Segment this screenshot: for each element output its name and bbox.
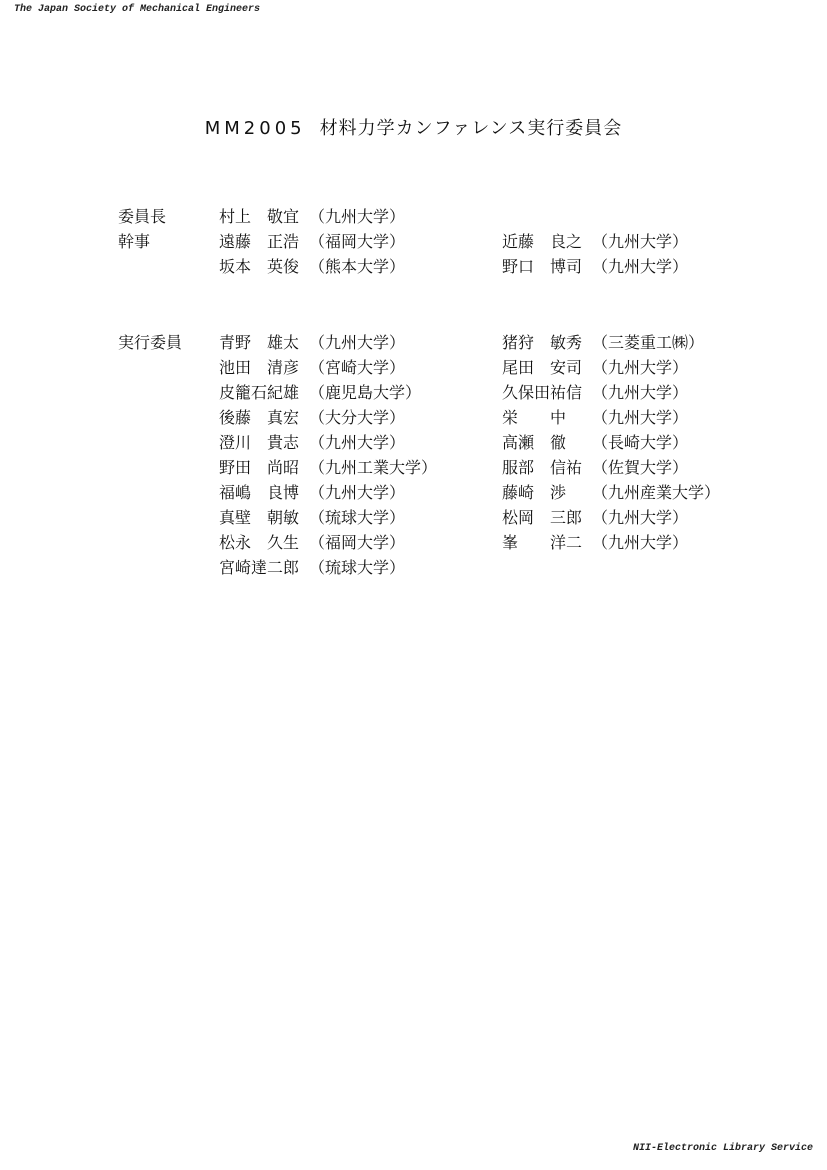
member-secretary <box>219 254 405 277</box>
title-event: MM2005 <box>204 118 306 139</box>
member-secretary <box>502 254 688 277</box>
member-affiliation: （九州工業大学） <box>309 458 438 477</box>
member-committee <box>219 555 405 578</box>
member-committee <box>502 430 688 453</box>
member-name: 高瀬 徹 <box>502 433 567 452</box>
member-name: 栄 中 <box>502 408 567 427</box>
member-committee <box>502 355 688 378</box>
member-committee <box>219 355 405 378</box>
member-affiliation: （九州大学） <box>309 333 406 352</box>
member-affiliation: （九州大学） <box>309 433 406 452</box>
member-affiliation: （鹿児島大学） <box>309 383 422 402</box>
member-chair <box>219 204 405 227</box>
member-name: 池田 清彦 <box>219 358 300 377</box>
member-affiliation: （佐賀大学） <box>592 458 689 477</box>
member-name: 近藤 良之 <box>502 232 583 251</box>
role-committee-label: 実行委員 <box>118 333 183 352</box>
member-committee <box>502 480 720 503</box>
member-name: 真壁 朝敏 <box>219 508 300 527</box>
member-name: 藤崎 渉 <box>502 483 567 502</box>
member-secretary <box>502 229 688 252</box>
member-affiliation: （九州大学） <box>592 383 689 402</box>
member-committee <box>502 405 688 428</box>
member-name: 服部 信祐 <box>502 458 583 477</box>
member-affiliation: （九州大学） <box>592 257 689 276</box>
role-secretary-label: 幹事 <box>118 232 151 251</box>
member-committee <box>219 380 421 403</box>
member-committee <box>502 380 688 403</box>
member-affiliation: （九州大学） <box>592 408 689 427</box>
page-title <box>0 114 827 140</box>
member-affiliation: （九州大学） <box>592 232 689 251</box>
member-committee <box>219 430 405 453</box>
member-affiliation: （三菱重工㈱） <box>592 333 705 352</box>
role-chair-label: 委員長 <box>118 207 167 226</box>
member-committee <box>502 330 704 353</box>
member-affiliation: （長崎大学） <box>592 433 689 452</box>
member-committee <box>502 455 688 478</box>
member-committee <box>219 530 405 553</box>
member-committee <box>502 505 688 528</box>
member-name: 青野 雄太 <box>219 333 300 352</box>
member-affiliation: （福岡大学） <box>309 232 406 251</box>
member-name: 村上 敬宜 <box>219 207 300 226</box>
member-affiliation: （九州大学） <box>592 358 689 377</box>
member-name: 野口 博司 <box>502 257 583 276</box>
member-name: 久保田祐信 <box>502 383 583 402</box>
member-name: 松永 久生 <box>219 533 300 552</box>
member-affiliation: （福岡大学） <box>309 533 406 552</box>
member-name: 峯 洋二 <box>502 533 583 552</box>
member-name: 後藤 真宏 <box>219 408 300 427</box>
member-committee <box>219 505 405 528</box>
member-name: 福嶋 良博 <box>219 483 300 502</box>
member-committee <box>219 480 405 503</box>
member-affiliation: （大分大学） <box>309 408 406 427</box>
member-committee <box>219 330 405 353</box>
member-name: 皮籠石紀雄 <box>219 383 300 402</box>
member-affiliation: （九州大学） <box>592 508 689 527</box>
member-name: 宮崎達二郎 <box>219 558 300 577</box>
member-name: 澄川 貴志 <box>219 433 300 452</box>
member-affiliation: （琉球大学） <box>309 508 406 527</box>
member-name: 松岡 三郎 <box>502 508 583 527</box>
title-committee: 材料力学カンファレンス実行委員会 <box>319 118 623 139</box>
member-name: 野田 尚昭 <box>219 458 300 477</box>
member-affiliation: （九州大学） <box>592 533 689 552</box>
member-secretary <box>219 229 405 252</box>
member-committee <box>502 530 688 553</box>
member-name: 坂本 英俊 <box>219 257 300 276</box>
member-name: 遠藤 正浩 <box>219 232 300 251</box>
member-name: 猪狩 敏秀 <box>502 333 583 352</box>
member-name: 尾田 安司 <box>502 358 583 377</box>
archive-footer: NII-Electronic Library Service <box>632 1143 813 1154</box>
member-affiliation: （九州産業大学） <box>592 483 721 502</box>
member-affiliation: （九州大学） <box>309 483 406 502</box>
member-affiliation: （宮崎大学） <box>309 358 406 377</box>
member-affiliation: （九州大学） <box>309 207 406 226</box>
member-committee <box>219 455 437 478</box>
member-committee <box>219 405 405 428</box>
publisher-header: The Japan Society of Mechanical Engineers <box>14 4 261 15</box>
member-affiliation: （熊本大学） <box>309 257 406 276</box>
member-affiliation: （琉球大学） <box>309 558 406 577</box>
